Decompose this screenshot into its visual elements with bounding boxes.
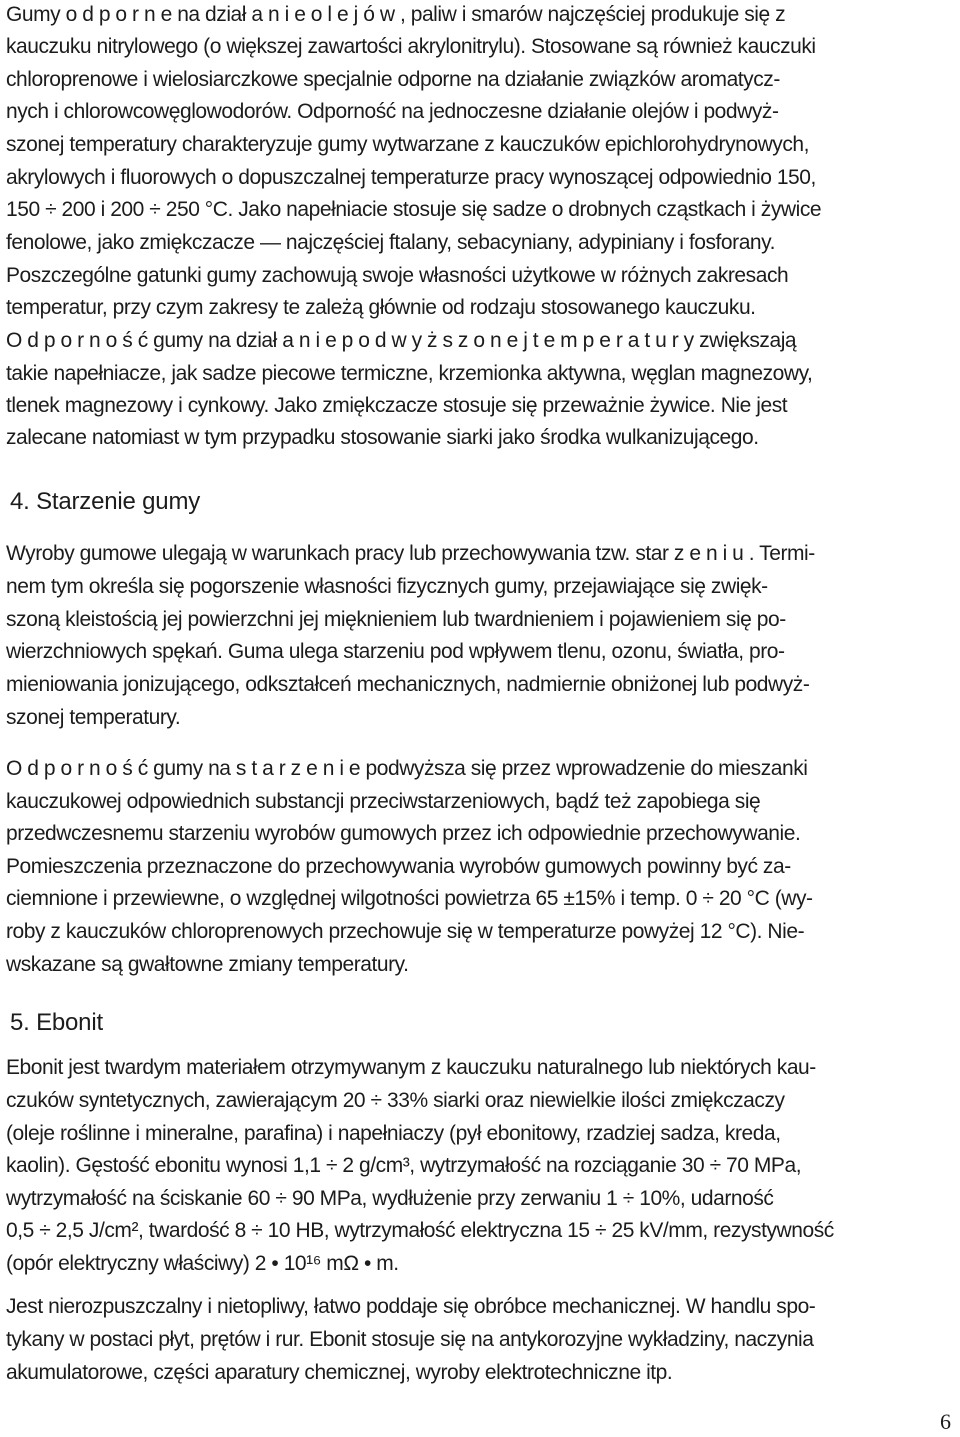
text-line: kaolin). Gęstość ebonitu wynosi 1,1 ÷ 2 g/cm³, wytrzymałość na rozciąganie 30 ÷ 70 MPa, [6,1154,802,1177]
text-line: nych i chlorowcowęglowodorów. Odporność na jednoczesne działanie olejów i podwyż- [6,100,779,123]
text-line: temperatur, przy czym zakresy te zależą głównie od rodzaju stosowanego kauczuku. [6,296,756,319]
text-line: szonej temperatury charakteryzuje gumy wytwarzane z kauczuków epichlorohydrynowych, [6,133,810,156]
text-line: (oleje roślinne i mineralne, parafina) i napełniaczy (pył ebonitowy, rzadziej sadza, kreda, [6,1122,781,1145]
text-line: kauczuku nitrylowego (o większej zawartości akrylonitrylu). Stosowane są również kauczuki [6,35,816,58]
text-line: zalecane natomiast w tym przypadku stosowanie siarki jako środka wulkanizującego. [6,426,759,449]
text-line: akrylowych i fluorowych o dopuszczalnej temperaturze pracy wynoszącej odpowiednio 150, [6,166,816,189]
text-line: mieniowania jonizującego, odkształceń mechanicznych, nadmiernie obniżonej lub podwyż- [6,673,810,696]
text-line: Poszczególne gatunki gumy zachowują swoje własności użytkowe w różnych zakresach [6,264,789,287]
section-heading-5: 5. Ebonit [10,1009,103,1036]
text-line: nem tym określa się pogorszenie własności fizycznych gumy, przejawiające się zwięk- [6,575,768,598]
text-line: wierzchniowych spękań. Guma ulega starzeniu pod wpływem tlenu, ozonu, światła, pro- [6,640,785,663]
text-line: Wyroby gumowe ulegają w warunkach pracy lub przechowywania tzw. star z e n i u . Termi- [6,542,815,565]
text-line: (opór elektryczny właściwy) 2 • 10¹⁶ mΩ • m. [6,1252,399,1275]
text-line: Gumy o d p o r n e na dział a n i e o l e j ó w , paliw i smarów najczęściej produkuje się z [6,3,786,26]
text-line: kauczukowej odpowiednich substancji przeciwstarzeniowych, bądź też zapobiega się [6,790,761,813]
text-line: Pomieszczenia przeznaczone do przechowywania wyrobów gumowych powinny być za- [6,855,791,878]
text-line: roby z kauczuków chloroprenowych przechowuje się w temperaturze powyżej 12 °C). Nie- [6,920,805,943]
text-line: akumulatorowe, części aparatury chemicznej, wyroby elektrotechniczne itp. [6,1361,673,1384]
text-line: O d p o r n o ś ć gumy na s t a r z e n i e podwyższa się przez wprowadzenie do mieszanki [6,757,808,780]
text-line: takie napełniacze, jak sadze piecowe termiczne, krzemionka aktywna, węglan magnezowy, [6,362,813,385]
section-heading-4: 4. Starzenie gumy [10,488,201,515]
text-line: szonej temperatury. [6,706,181,729]
text-line: 150 ÷ 200 i 200 ÷ 250 °C. Jako napełniacie stosuje się sadze o drobnych cząstkach i żywice [6,198,822,221]
text-line: czuków syntetycznych, zawierającym 20 ÷ 33% siarki oraz niewielkie ilości zmiękczaczy [6,1089,785,1112]
text-line: tykany w postaci płyt, prętów i rur. Ebonit stosuje się na antykorozyjne wykładziny, naczynia [6,1328,814,1351]
text-line: O d p o r n o ś ć gumy na dział a n i e p o d w y ż s z o n e j t e m p e r a t u r y zwiększają [6,329,797,352]
text-line: Jest nierozpuszczalny i nietopliwy, łatwo poddaje się obróbce mechanicznej. W handlu spo- [6,1295,816,1318]
text-line: wskazane są gwałtowne zmiany temperatury. [6,953,409,976]
page-number: 6 [940,1409,951,1434]
text-line: fenolowe, jako zmiękczacze — najczęściej ftalany, sebacyniany, adypiniany i fosforany. [6,231,776,254]
text-line: tlenek magnezowy i cynkowy. Jako zmiękczacze stosuje się przeważnie żywice. Nie jest [6,394,788,417]
text-line: chloroprenowe i wielosiarczkowe specjalnie odporne na działanie związków aromatycz- [6,68,780,91]
text-line: szoną kleistością jej powierzchni jej mięknieniem lub twardnieniem i pojawieniem się po- [6,608,786,631]
text-line: ciemnione i przewiewne, o względnej wilgotności powietrza 65 ±15% i temp. 0 ÷ 20 °C (wy- [6,887,813,910]
text-line: 0,5 ÷ 2,5 J/cm², twardość 8 ÷ 10 HB, wytrzymałość elektryczna 15 ÷ 25 kV/mm, rezystywność [6,1219,834,1242]
text-line: wytrzymałość na ściskanie 60 ÷ 90 MPa, wydłużenie przy zerwaniu 1 ÷ 10%, udarność [6,1187,774,1210]
text-line: Ebonit jest twardym materiałem otrzymywanym z kauczuku naturalnego lub niektórych kau- [6,1056,816,1079]
text-line: przedwczesnemu starzeniu wyrobów gumowych przez ich odpowiednie przechowywanie. [6,822,801,845]
